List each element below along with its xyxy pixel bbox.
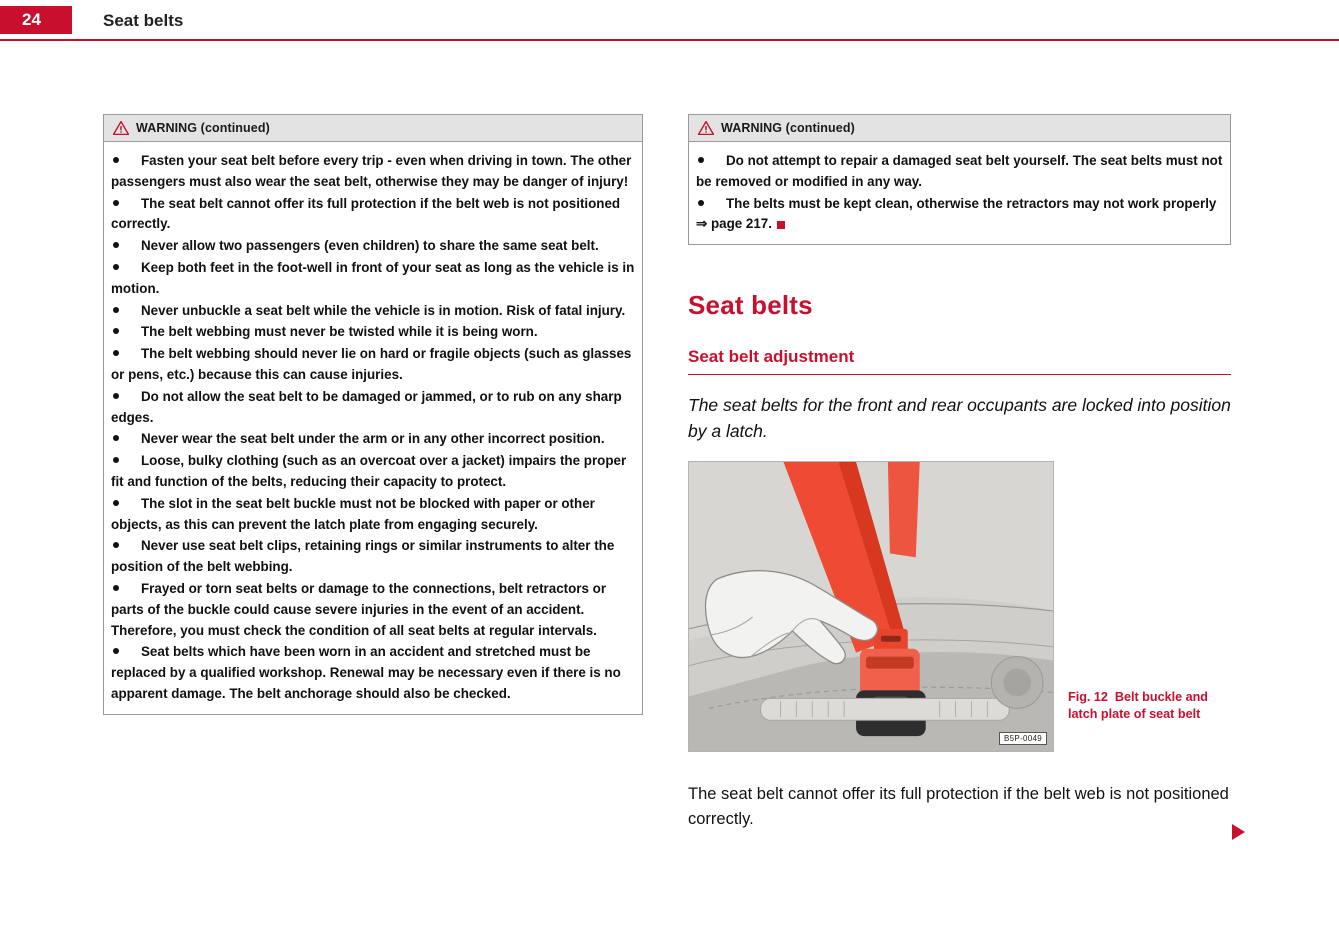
warning-item-text: The belts must be kept clean, otherwise the retractors may not work properly ⇒ page 217.	[696, 195, 1217, 232]
bullet-icon	[111, 258, 141, 279]
warning-item-text: Never unbuckle a seat belt while the vehicle is in motion. Risk of fatal injury.	[141, 302, 626, 318]
warning-item	[111, 258, 635, 300]
warning-item-text: Never use seat belt clips, retaining rings or similar instruments to alter the position of the belt webbing.	[111, 538, 615, 575]
figure-caption	[1068, 689, 1233, 723]
bullet-icon	[111, 494, 141, 515]
bullet-icon	[111, 387, 141, 408]
warning-item-text: Never allow two passengers (even children) to share the same seat belt.	[141, 238, 599, 254]
left-column	[103, 114, 643, 715]
warning-item	[111, 301, 635, 322]
warning-box-left-body	[104, 142, 642, 714]
warning-triangle-icon	[113, 121, 129, 135]
warning-item-text: The belt webbing should never lie on hard or fragile objects (such as glasses or pens, etc.) because this can cause injuries.	[111, 346, 632, 382]
warning-item	[111, 536, 635, 578]
warning-item-text: Do not allow the seat belt to be damaged or jammed, or to rub on any sharp edges.	[111, 388, 622, 425]
bullet-icon	[111, 642, 141, 663]
figure	[688, 461, 1231, 752]
bullet-icon	[111, 301, 141, 322]
warning-item	[111, 151, 635, 193]
warning-item	[111, 236, 635, 257]
warning-item	[111, 194, 635, 236]
warning-item-text: The slot in the seat belt buckle must not be blocked with paper or other objects, as this can prevent the latch plate from engaging securely.	[111, 495, 595, 532]
warning-item	[696, 194, 1223, 236]
warning-box-left	[103, 114, 643, 715]
warning-box-right-header	[689, 115, 1230, 142]
lead-paragraph: The seat belts for the front and rear occupants are locked into position by a latch.	[688, 395, 1231, 442]
warning-item	[111, 387, 635, 429]
seat-belt-buckle-illustration	[689, 462, 1053, 751]
bullet-icon	[696, 194, 726, 215]
warning-item-text: The seat belt cannot offer its full protection if the belt web is not positioned correctly.	[111, 195, 621, 232]
warning-item-text: Never wear the seat belt under the arm or in any other incorrect position.	[141, 431, 605, 447]
end-of-warning-marker	[777, 221, 785, 229]
warning-triangle-icon	[698, 121, 714, 135]
page-number: 24	[0, 6, 72, 34]
warning-item	[111, 642, 635, 704]
warning-item	[111, 429, 635, 450]
page-header	[0, 0, 1339, 40]
warning-item	[111, 344, 635, 386]
warning-box-left-heading: WARNING (continued)	[136, 121, 270, 135]
warning-item	[696, 151, 1223, 193]
header-divider	[0, 39, 1339, 41]
warning-item	[111, 579, 635, 641]
warning-item-text: Seat belts which have been worn in an accident and stretched must be replaced by a qualified workshop. Renewal may be necessary even if there is no apparent damage. The belt anchorage should also be checked.	[111, 644, 621, 701]
warning-item	[111, 494, 635, 536]
bullet-icon	[111, 429, 141, 450]
bullet-icon	[111, 344, 141, 365]
warning-box-left-header	[104, 115, 642, 142]
bullet-icon	[696, 151, 726, 172]
warning-item-text: Do not attempt to repair a damaged seat belt yourself. The seat belts must not be removed or modified in any way.	[696, 153, 1223, 189]
subsection-title: Seat belt adjustment	[688, 347, 1231, 375]
bullet-icon	[111, 236, 141, 257]
figure-caption-number: Fig. 12	[1068, 690, 1108, 705]
warning-item-text: The belt webbing must never be twisted while it is being worn.	[141, 324, 538, 340]
warning-item-text: Loose, bulky clothing (such as an overcoat over a jacket) impairs the proper fit and function of the belts, reducing their capacity to protect.	[111, 453, 627, 489]
section-title: Seat belts	[688, 290, 813, 321]
bullet-icon	[111, 451, 141, 472]
warning-box-right-body	[689, 142, 1230, 244]
figure-code: B5P-0049	[999, 732, 1047, 745]
figure-caption-text: Belt buckle and latch plate of seat belt	[1068, 690, 1208, 722]
bullet-icon	[111, 536, 141, 557]
page-title: Seat belts	[103, 11, 184, 30]
warning-item-text: Frayed or torn seat belts or damage to the connections, belt retractors or parts of the buckle could cause severe injuries in the event of an accident. Therefore, you must check the condition of all seat belts at regular intervals.	[111, 580, 607, 638]
warning-item-text: Keep both feet in the foot-well in front of your seat as long as the vehicle is in motion.	[111, 259, 635, 296]
body-paragraph: The seat belt cannot offer its full protection if the belt web is not positioned correctly.	[688, 785, 1229, 829]
warning-item-text: Fasten your seat belt before every trip - even when driving in town. The other passengers must also wear the seat belt, otherwise they may be danger of injury!	[111, 153, 632, 189]
warning-box-right-heading: WARNING (continued)	[721, 121, 855, 135]
bullet-icon	[111, 151, 141, 172]
bullet-icon	[111, 579, 141, 600]
warning-item	[111, 451, 635, 493]
figure-image	[688, 461, 1054, 752]
warning-box-right	[688, 114, 1231, 245]
bullet-icon	[111, 322, 141, 343]
right-column	[688, 114, 1231, 849]
bullet-icon	[111, 194, 141, 215]
triangle-right-icon	[1232, 824, 1245, 840]
warning-item	[111, 322, 635, 343]
